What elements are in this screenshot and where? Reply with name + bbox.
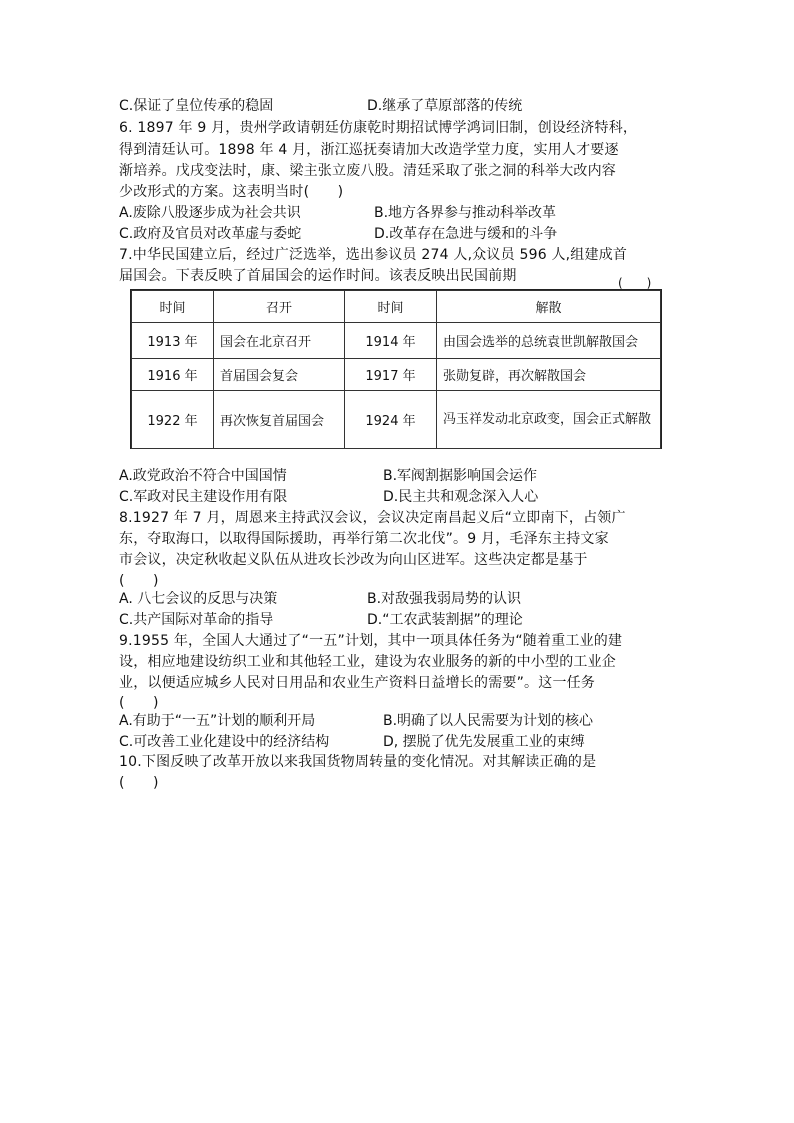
q8-option-c[interactable]: C.共产国际对革命的指导: [119, 612, 274, 628]
q6-stem-line-4: 少改形式的方案。这表明当时( ): [119, 184, 344, 200]
table-row: [132, 391, 661, 449]
table-cell: 1922 年: [132, 391, 214, 449]
table-cell: 首届国会复会: [214, 359, 345, 391]
q7-answer-bracket: ( ): [618, 276, 652, 290]
q9-option-d[interactable]: D, 摆脱了优先发展重工业的束缚: [383, 734, 585, 750]
q6-stem-line-3: 渐培养。戊戌变法时，康、梁主张立废八股。清廷采取了张之洞的科举大改内容: [119, 163, 616, 179]
q7-stem-line-2: 届国会。下表反映了首届国会的运作时间。该表反映出民国前期: [119, 268, 517, 284]
table-cell: 1916 年: [132, 359, 214, 391]
table-cell: 再次恢复首届国会: [214, 391, 345, 449]
q10-stem-line-2: ( ): [119, 775, 159, 791]
q6-stem-line-2: 得到清廷认可。1898 年 4 月，浙江巡抚奏请加大改造学堂力度，实用人才要逐: [119, 142, 619, 158]
table-header-row: [132, 291, 661, 323]
q8-stem-line-1: 8.1927 年 7 月，周恩来主持武汉会议，会议决定南昌起义后“立即南下，占领广: [119, 510, 626, 526]
table-header-convene: 召开: [214, 291, 345, 323]
q9-option-a[interactable]: A.有助于“一五”计划的顺利开局: [119, 713, 316, 729]
table-row: [132, 359, 661, 391]
q7-option-b[interactable]: B.军阀割据影响国会运作: [383, 468, 538, 484]
table-cell: 由国会选举的总统袁世凯解散国会: [437, 323, 661, 359]
q7-parliament-table: [130, 289, 662, 449]
q6-option-d[interactable]: D.改革存在急进与缓和的斗争: [374, 226, 558, 242]
q8-option-b[interactable]: B.对敌强我弱局势的认识: [367, 591, 522, 607]
q6-option-b[interactable]: B.地方各界参与推动科举改革: [374, 205, 557, 221]
q6-stem-line-1: 6. 1897 年 9 月，贵州学政请朝廷仿康乾时期招试博学鸿词旧制，创设经济特科，: [119, 120, 638, 136]
table-cell: 国会在北京召开: [214, 323, 345, 359]
table-cell: 1913 年: [132, 323, 214, 359]
table-row: [132, 323, 661, 359]
q9-stem-line-2: 设，相应地建设纺织工业和其他轻工业，建设为农业服务的新的中小型的工业企: [119, 654, 616, 670]
q9-option-c[interactable]: C.可改善工业化建设中的经济结构: [119, 734, 330, 750]
q5-option-d[interactable]: D.继承了草原部落的传统: [367, 98, 523, 114]
q9-stem-line-3: 业，以便适应城乡人民对日用品和农业生产资料日益增长的需要”。这一任务: [119, 675, 596, 691]
q8-stem-line-4: ( ): [119, 573, 159, 589]
table-cell: 冯玉祥发动北京政变，国会正式解散: [437, 391, 661, 449]
q6-option-c[interactable]: C.政府及官员对改革虚与委蛇: [119, 226, 302, 242]
table-header-time-1: 时间: [132, 291, 214, 323]
q6-option-a[interactable]: A.废除八股逐步成为社会共识: [119, 205, 301, 221]
table-cell: 1917 年: [345, 359, 437, 391]
q9-option-b[interactable]: B.明确了以人民需要为计划的核心: [383, 713, 594, 729]
table-cell: 1914 年: [345, 323, 437, 359]
table-cell: 张勋复辟，再次解散国会: [437, 359, 661, 391]
q9-stem-line-4: ( ): [119, 695, 159, 711]
q8-stem-line-2: 东，夺取海口，以取得国际援助，再举行第二次北伐”。9 月，毛泽东主持文家: [119, 531, 609, 547]
q10-stem-line-1: 10.下图反映了改革开放以来我国货物周转量的变化情况。对其解读正确的是: [119, 754, 597, 770]
q8-stem-line-3: 市会议，决定秋收起义队伍从进攻长沙改为向山区进军。这些决定都是基于: [119, 552, 588, 568]
q7-option-c[interactable]: C.军政对民主建设作用有限: [119, 489, 288, 505]
q7-option-d[interactable]: D.民主共和观念深入人心: [383, 489, 539, 505]
q8-option-a[interactable]: A. 八七会议的反思与决策: [119, 591, 278, 607]
table-header-time-2: 时间: [345, 291, 437, 323]
table-header-dissolve: 解散: [437, 291, 661, 323]
q5-option-c[interactable]: C.保证了皇位传承的稳固: [119, 98, 274, 114]
q8-option-d[interactable]: D.“工农武装割据”的理论: [367, 612, 523, 628]
q7-option-a[interactable]: A.政党政治不符合中国国情: [119, 468, 287, 484]
q9-stem-line-1: 9.1955 年，全国人大通过了“一五”计划，其中一项具体任务为“随着重工业的建: [119, 633, 623, 649]
table-cell: 1924 年: [345, 391, 437, 449]
q7-stem-line-1: 7.中华民国建立后，经过广泛选举，选出参议员 274 人,众议员 596 人,组建成首: [119, 247, 628, 263]
